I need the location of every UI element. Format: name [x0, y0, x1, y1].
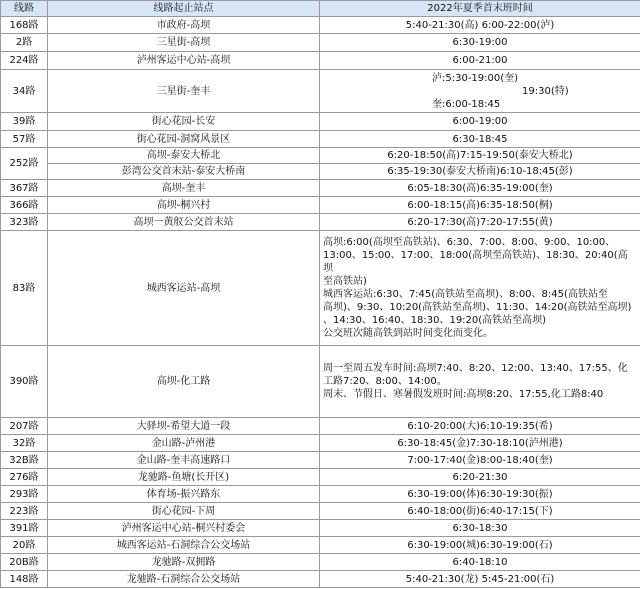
- route-cell: 224路: [1, 52, 48, 70]
- stops-cell: 泸州客运中心站-桐兴村委会: [48, 520, 320, 537]
- stops-cell: 龙驰路-双拥路: [48, 554, 320, 571]
- stops-cell: 街心花园-长安: [48, 113, 320, 131]
- times-cell: 6:05-18:30(高)6:35-19:00(奎): [320, 180, 640, 197]
- stops-cell: 高坝-泰安大桥北: [48, 148, 320, 164]
- stops-cell: 三星街-高坝: [48, 34, 320, 52]
- times-column-header: 2022年夏季首末班时间: [320, 1, 640, 17]
- table-row: [1, 17, 640, 34]
- times-line: 高坝)、9:30、10:20(高铁站至高坝)、11:30、14:20(高铁站至高坝): [323, 302, 632, 313]
- table-row: [1, 346, 640, 418]
- route-cell: 32B路: [1, 452, 48, 469]
- table-row: [1, 469, 640, 486]
- stops-cell: 彭湾公交首末站-泰安大桥南: [48, 164, 320, 180]
- route-cell: 276路: [1, 469, 48, 486]
- times-cell: 6:40-18:10: [320, 554, 640, 571]
- route-cell: 32路: [1, 435, 48, 452]
- route-cell: 83路: [1, 231, 48, 346]
- table-row: [1, 34, 640, 52]
- times-line: 、14:30、16:40、18:30、19:20(高铁站至高坝): [323, 315, 547, 326]
- route-column-header: 线路: [1, 1, 48, 17]
- times-cell: 6:20-21:30: [320, 469, 640, 486]
- times-line: 19:30(特): [522, 85, 569, 97]
- route-cell: 223路: [1, 503, 48, 520]
- table-row: [1, 197, 640, 214]
- times-cell: 6:20-18:50(高)7:15-19:50(泰安大桥北): [320, 148, 640, 164]
- table-row: [1, 131, 640, 148]
- times-cell: 6:35-19:30(泰安大桥南)6:10-18:45(彭): [320, 164, 640, 180]
- times-line: 至高铁站): [323, 276, 367, 287]
- table-row: [1, 52, 640, 70]
- route-cell: 57路: [1, 131, 48, 148]
- stops-cell: 体育场-振兴路东: [48, 486, 320, 503]
- times-line: 周一至周五发车时间:高坝7:40、8:20、12:00、13:40、17:55、化: [323, 363, 628, 374]
- times-cell: 6:30-19:00: [320, 34, 640, 52]
- table-row: [1, 231, 640, 346]
- times-cell: 6:10-20:00(大)6:10-19:35(希): [320, 418, 640, 435]
- times-cell: 6:30-18:30: [320, 520, 640, 537]
- route-cell: 366路: [1, 197, 48, 214]
- times-cell: 6:30-18:45: [320, 131, 640, 148]
- stops-cell: 大驿坝-希望大道一段: [48, 418, 320, 435]
- times-line: 城西客运站:6:30、7:45(高铁站至高坝)、8:00、8:45(高铁站至: [323, 289, 608, 300]
- route-cell: 391路: [1, 520, 48, 537]
- table-row: [1, 164, 640, 180]
- table-row: [1, 503, 640, 520]
- table-row: [1, 452, 640, 469]
- route-cell: 34路: [1, 70, 48, 113]
- table-row: [1, 520, 640, 537]
- table-row: [1, 435, 640, 452]
- stops-cell: 高坝-化工路: [48, 346, 320, 418]
- times-cell: 6:00-19:00: [320, 113, 640, 131]
- route-cell: 148路: [1, 571, 48, 588]
- table-row: [1, 537, 640, 554]
- times-cell: [320, 231, 640, 346]
- table-row: [1, 113, 640, 131]
- stops-cell: 市政府-高坝: [48, 17, 320, 34]
- times-line: 公交班次随高铁到站时间变化而变化。: [323, 328, 493, 339]
- stops-cell: 高坝-桐兴村: [48, 197, 320, 214]
- times-line: 奎:6:00-18:45: [432, 98, 501, 110]
- stops-cell: 街心花园-下周: [48, 503, 320, 520]
- stops-cell: 金山路-泸州港: [48, 435, 320, 452]
- times-cell: 6:30-19:00(城)6:30-19:00(石): [320, 537, 640, 554]
- stops-cell: 龙驰路-石洞综合公交场站: [48, 571, 320, 588]
- times-cell: [320, 346, 640, 418]
- route-cell: 207路: [1, 418, 48, 435]
- times-line: 工路7:20、8:00、14:00。: [323, 376, 447, 387]
- times-cell: 5:40-21:30(高) 6:00-22:00(泸): [320, 17, 640, 34]
- times-cell: 5:40-21:30(龙) 5:45-21:00(石): [320, 571, 640, 588]
- route-cell: 2路: [1, 34, 48, 52]
- times-line: 13:00、15:00、17:00、18:00(高坝至高铁站)、18:30、20:40(高坝: [323, 250, 628, 274]
- stops-cell: 金山路-奎丰高速路口: [48, 452, 320, 469]
- times-cell: 6:40-18:00(街)6:40-17:15(下): [320, 503, 640, 520]
- table-header-row: [1, 1, 640, 17]
- route-cell: 252路: [1, 148, 48, 180]
- route-cell: 390路: [1, 346, 48, 418]
- table-row: [1, 148, 640, 164]
- times-cell: [320, 70, 640, 113]
- times-cell: 6:30-19:00(体)6:30-19:30(振): [320, 486, 640, 503]
- table-row: [1, 70, 640, 113]
- times-line: 周末、节假日、寒暑假发班时间:高坝8:20、17:55,化工路8:40: [323, 389, 604, 400]
- route-cell: 367路: [1, 180, 48, 197]
- times-cell: 6:30-18:45(金)7:30-18:10(泸州港): [320, 435, 640, 452]
- route-cell: 168路: [1, 17, 48, 34]
- stops-cell: 泸州客运中心站-高坝: [48, 52, 320, 70]
- table-row: [1, 486, 640, 503]
- times-cell: 6:00-18:15(高)6:35-18:50(桐): [320, 197, 640, 214]
- table-row: [1, 571, 640, 588]
- table-row: [1, 180, 640, 197]
- table-row: [1, 554, 640, 571]
- route-cell: 323路: [1, 214, 48, 231]
- route-cell: 20路: [1, 537, 48, 554]
- table-row: [1, 214, 640, 231]
- times-line: 泸:5:30-19:00(奎): [432, 72, 519, 84]
- stops-cell: 高坝-奎丰: [48, 180, 320, 197]
- times-cell: 6:00-21:00: [320, 52, 640, 70]
- table-row: [1, 418, 640, 435]
- times-line: 高坝:6:00(高坝至高铁站)、6:30、7:00、8:00、9:00、10:00、: [323, 237, 616, 248]
- route-cell: 293路: [1, 486, 48, 503]
- stops-cell: 三星街-奎丰: [48, 70, 320, 113]
- stops-column-header: 线路起止站点: [48, 1, 320, 17]
- route-cell: 39路: [1, 113, 48, 131]
- stops-cell: 龙驰路-鱼塘(长开区): [48, 469, 320, 486]
- times-cell: 7:00-17:40(金)8:00-18:40(奎): [320, 452, 640, 469]
- times-cell: 6:20-17:30(高)7:20-17:55(黄): [320, 214, 640, 231]
- stops-cell: 城西客运站-石洞综合公交场站: [48, 537, 320, 554]
- stops-cell: 街心花园-洞窝风景区: [48, 131, 320, 148]
- stops-cell: 高坝一黄舣公交首末站: [48, 214, 320, 231]
- stops-cell: 城西客运站-高坝: [48, 231, 320, 346]
- route-cell: 20B路: [1, 554, 48, 571]
